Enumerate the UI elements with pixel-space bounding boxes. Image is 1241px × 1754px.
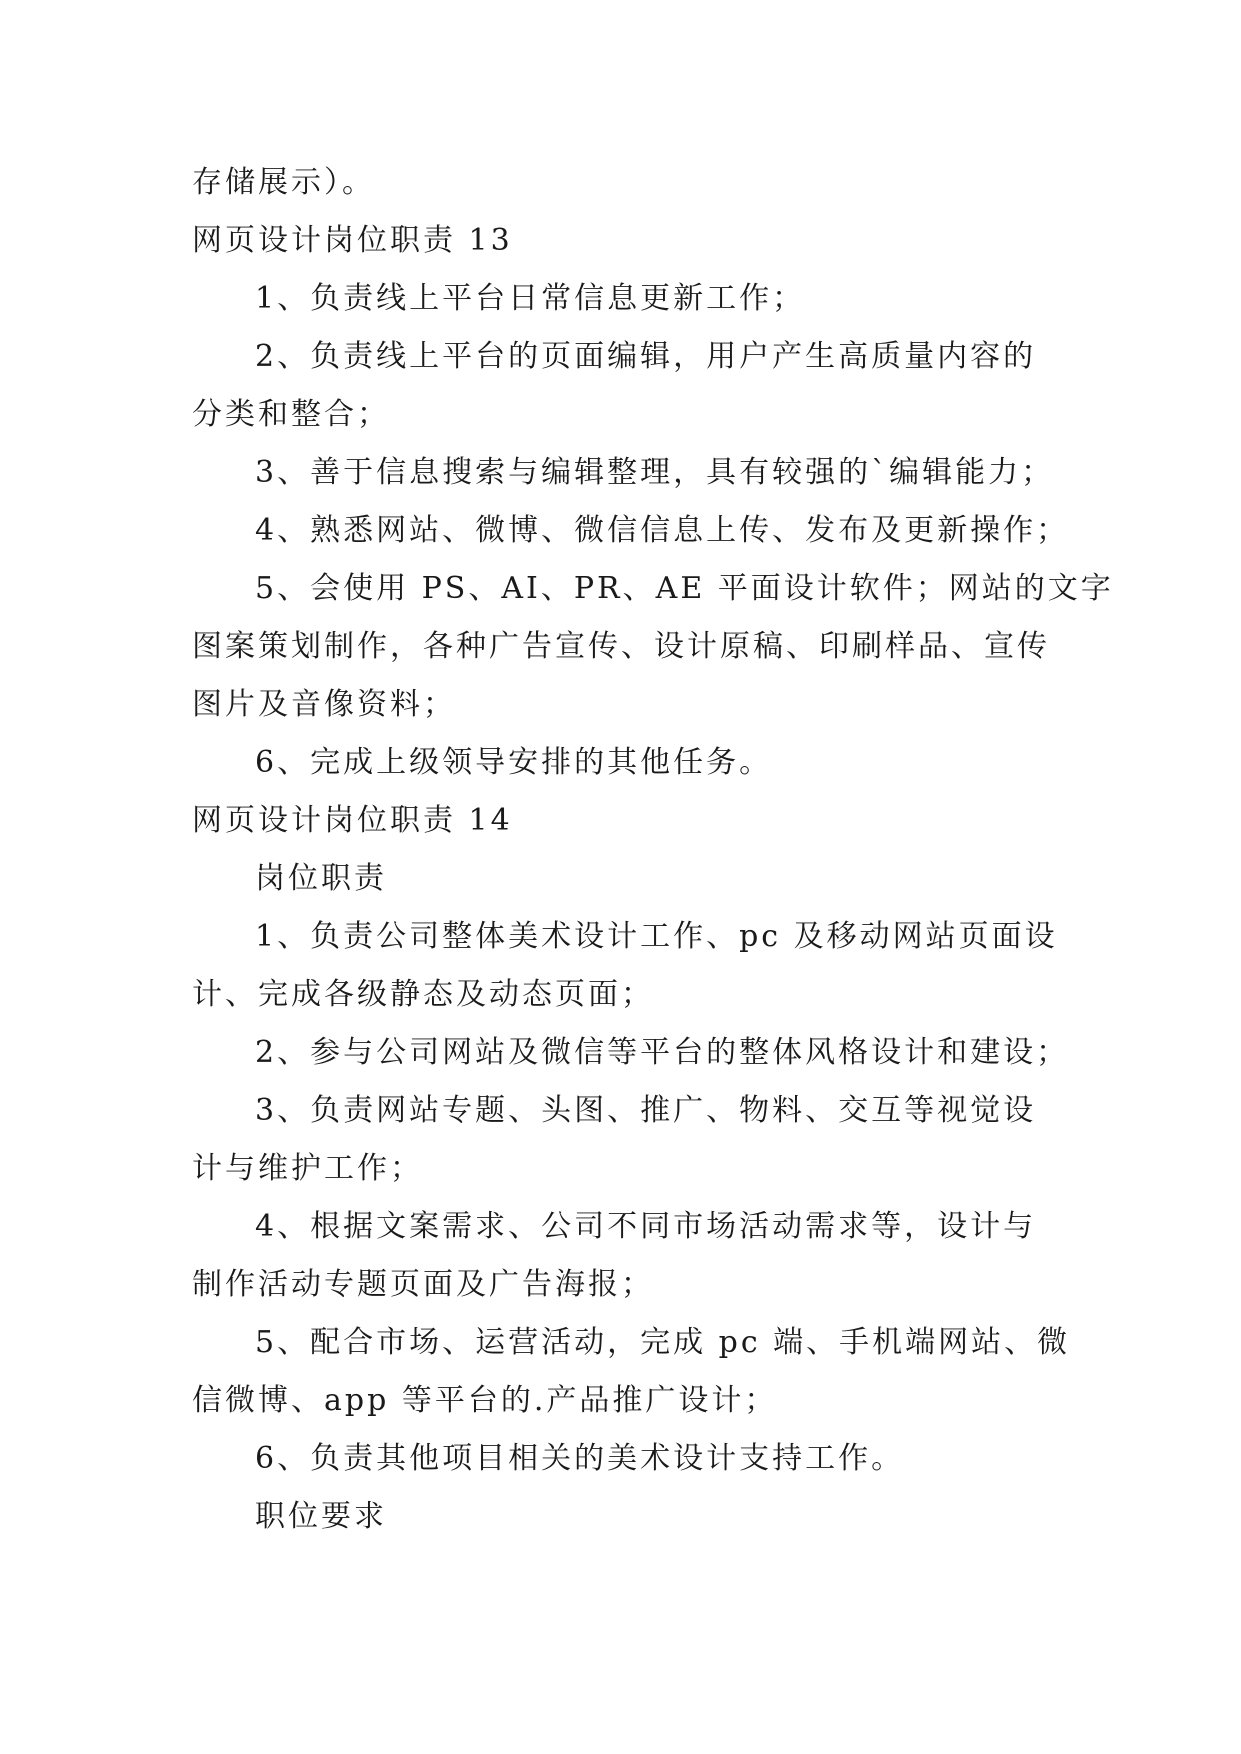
- text-line: 计、完成各级静态及动态页面；: [192, 977, 654, 1012]
- text-line: 6、完成上级领导安排的其他任务。: [255, 745, 773, 780]
- text-line: 1、负责线上平台日常信息更新工作；: [255, 281, 806, 316]
- text-line: 存储展示）。: [192, 165, 375, 200]
- text-line: 图片及音像资料；: [192, 687, 456, 722]
- text-line: 制作活动专题页面及广告海报；: [192, 1267, 654, 1302]
- text-line: 2、负责线上平台的页面编辑，用户产生高质量内容的: [255, 339, 1037, 374]
- section-heading: 网页设计岗位职责 13: [192, 223, 513, 258]
- text-line: 图案策划制作，各种广告宣传、设计原稿、印刷样品、宣传: [192, 629, 1050, 664]
- text-line: 2、参与公司网站及微信等平台的整体风格设计和建设；: [255, 1035, 1070, 1070]
- text-line: 3、负责网站专题、头图、推广、物料、交互等视觉设: [255, 1093, 1037, 1128]
- text-line: 分类和整合；: [192, 397, 390, 432]
- subsection-heading: 岗位职责: [255, 861, 387, 896]
- text-line: 5、配合市场、运营活动，完成 pc 端、手机端网站、微: [255, 1325, 1071, 1360]
- text-line: 4、熟悉网站、微博、微信信息上传、发布及更新操作；: [255, 513, 1070, 548]
- section-heading: 网页设计岗位职责 14: [192, 803, 513, 838]
- subsection-heading: 职位要求: [255, 1499, 387, 1534]
- text-line: 1、负责公司整体美术设计工作、pc 及移动网站页面设: [255, 919, 1058, 954]
- text-line: 6、负责其他项目相关的美术设计支持工作。: [255, 1441, 905, 1476]
- text-line: 5、会使用 PS、AI、PR、AE 平面设计软件；网站的文字: [255, 571, 1114, 606]
- text-line: 3、善于信息搜索与编辑整理，具有较强的`编辑能力；: [255, 455, 1055, 490]
- document-body: [192, 154, 1114, 1546]
- text-line: 信微博、app 等平台的.产品推广设计；: [192, 1383, 778, 1418]
- text-line: 计与维护工作；: [192, 1151, 423, 1186]
- text-line: 4、根据文案需求、公司不同市场活动需求等，设计与: [255, 1209, 1037, 1244]
